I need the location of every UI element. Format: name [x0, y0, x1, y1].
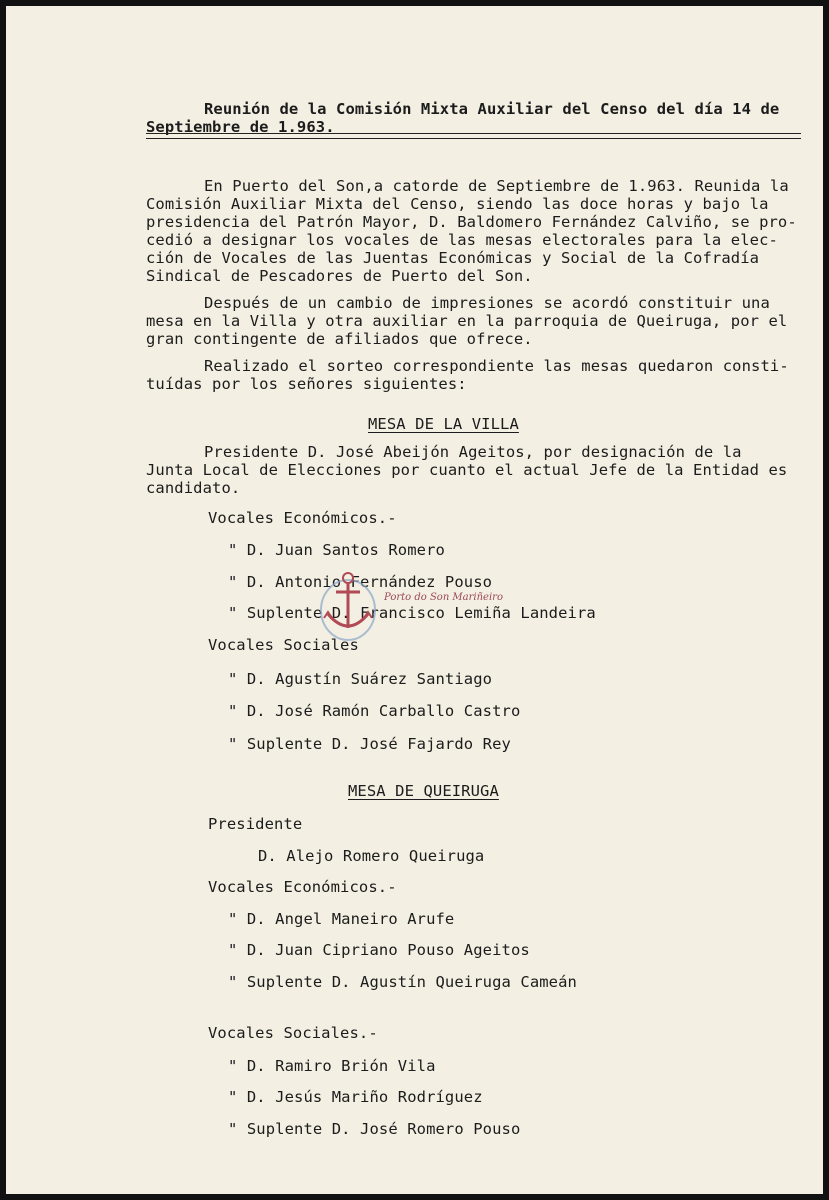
villa-economicos-label: Vocales Económicos.-	[208, 509, 397, 527]
title-line-1: Reunión de la Comisión Mixta Auxiliar del Censo del día 14 de	[204, 100, 780, 118]
villa-economico-item: " Suplente D. Francisco Lemiña Landeira	[228, 604, 596, 622]
villa-presidente-line: Presidente D. José Abeijón Ageitos, por designación de la	[204, 443, 742, 461]
mesa-villa-heading: MESA DE LA VILLA	[368, 415, 519, 433]
title-line-2: Septiembre de 1.963.	[146, 118, 335, 136]
queiruga-economicos-label: Vocales Económicos.-	[208, 878, 397, 896]
villa-economico-item: " D. Juan Santos Romero	[228, 541, 445, 559]
para2-line: gran contingente de afiliados que ofrece.	[146, 330, 533, 348]
queiruga-sociales-label: Vocales Sociales.-	[208, 1024, 378, 1042]
document-page	[6, 6, 823, 1194]
intro-line: presidencia del Patrón Mayor, D. Baldomero Fernández Calviño, se pro-	[146, 213, 797, 231]
villa-presidente-line: candidato.	[146, 479, 241, 497]
queiruga-social-item: " Suplente D. José Romero Pouso	[228, 1120, 521, 1138]
villa-economico-item: " D. Antonio Fernández Pouso	[228, 573, 493, 591]
queiruga-social-item: " D. Jesús Mariño Rodríguez	[228, 1088, 483, 1106]
anchor-seal-icon	[318, 566, 378, 644]
watermark-text: Porto do Son Mariñeiro	[384, 592, 503, 603]
queiruga-presidente-label: Presidente	[208, 815, 303, 833]
mesa-queiruga-heading: MESA DE QUEIRUGA	[348, 782, 499, 800]
villa-presidente-line: Junta Local de Elecciones por cuanto el actual Jefe de la Entidad es	[146, 461, 788, 479]
para3-line: Realizado el sorteo correspondiente las mesas quedaron consti-	[204, 357, 789, 375]
villa-social-item: " Suplente D. José Fajardo Rey	[228, 735, 511, 753]
para3-line: tuídas por los señores siguientes:	[146, 375, 467, 393]
queiruga-economico-item: " D. Angel Maneiro Arufe	[228, 910, 455, 928]
villa-social-item: " D. José Ramón Carballo Castro	[228, 702, 521, 720]
para2-line: Después de un cambio de impresiones se acordó constituir una	[204, 294, 770, 312]
queiruga-social-item: " D. Ramiro Brión Vila	[228, 1057, 436, 1075]
villa-social-item: " D. Agustín Suárez Santiago	[228, 670, 493, 688]
intro-line: ción de Vocales de las Juentas Económicas y Social de la Cofradía	[146, 249, 760, 267]
para2-line: mesa en la Villa y otra auxiliar en la parroquia de Queiruga, por el	[146, 312, 788, 330]
intro-line: cedió a designar los vocales de las mesas electorales para la elec-	[146, 231, 778, 249]
queiruga-economico-item: " D. Juan Cipriano Pouso Ageitos	[228, 941, 530, 959]
queiruga-presidente-name: D. Alejo Romero Queiruga	[258, 847, 485, 865]
intro-line: Sindical de Pescadores de Puerto del Son.	[146, 267, 533, 285]
double-rule	[146, 133, 801, 139]
intro-line: Comisión Auxiliar Mixta del Censo, siendo las doce horas y bajo la	[146, 195, 769, 213]
intro-line: En Puerto del Son,a catorde de Septiembre de 1.963. Reunida la	[204, 177, 789, 195]
villa-sociales-label: Vocales Sociales	[208, 636, 359, 654]
queiruga-economico-item: " Suplente D. Agustín Queiruga Cameán	[228, 973, 577, 991]
